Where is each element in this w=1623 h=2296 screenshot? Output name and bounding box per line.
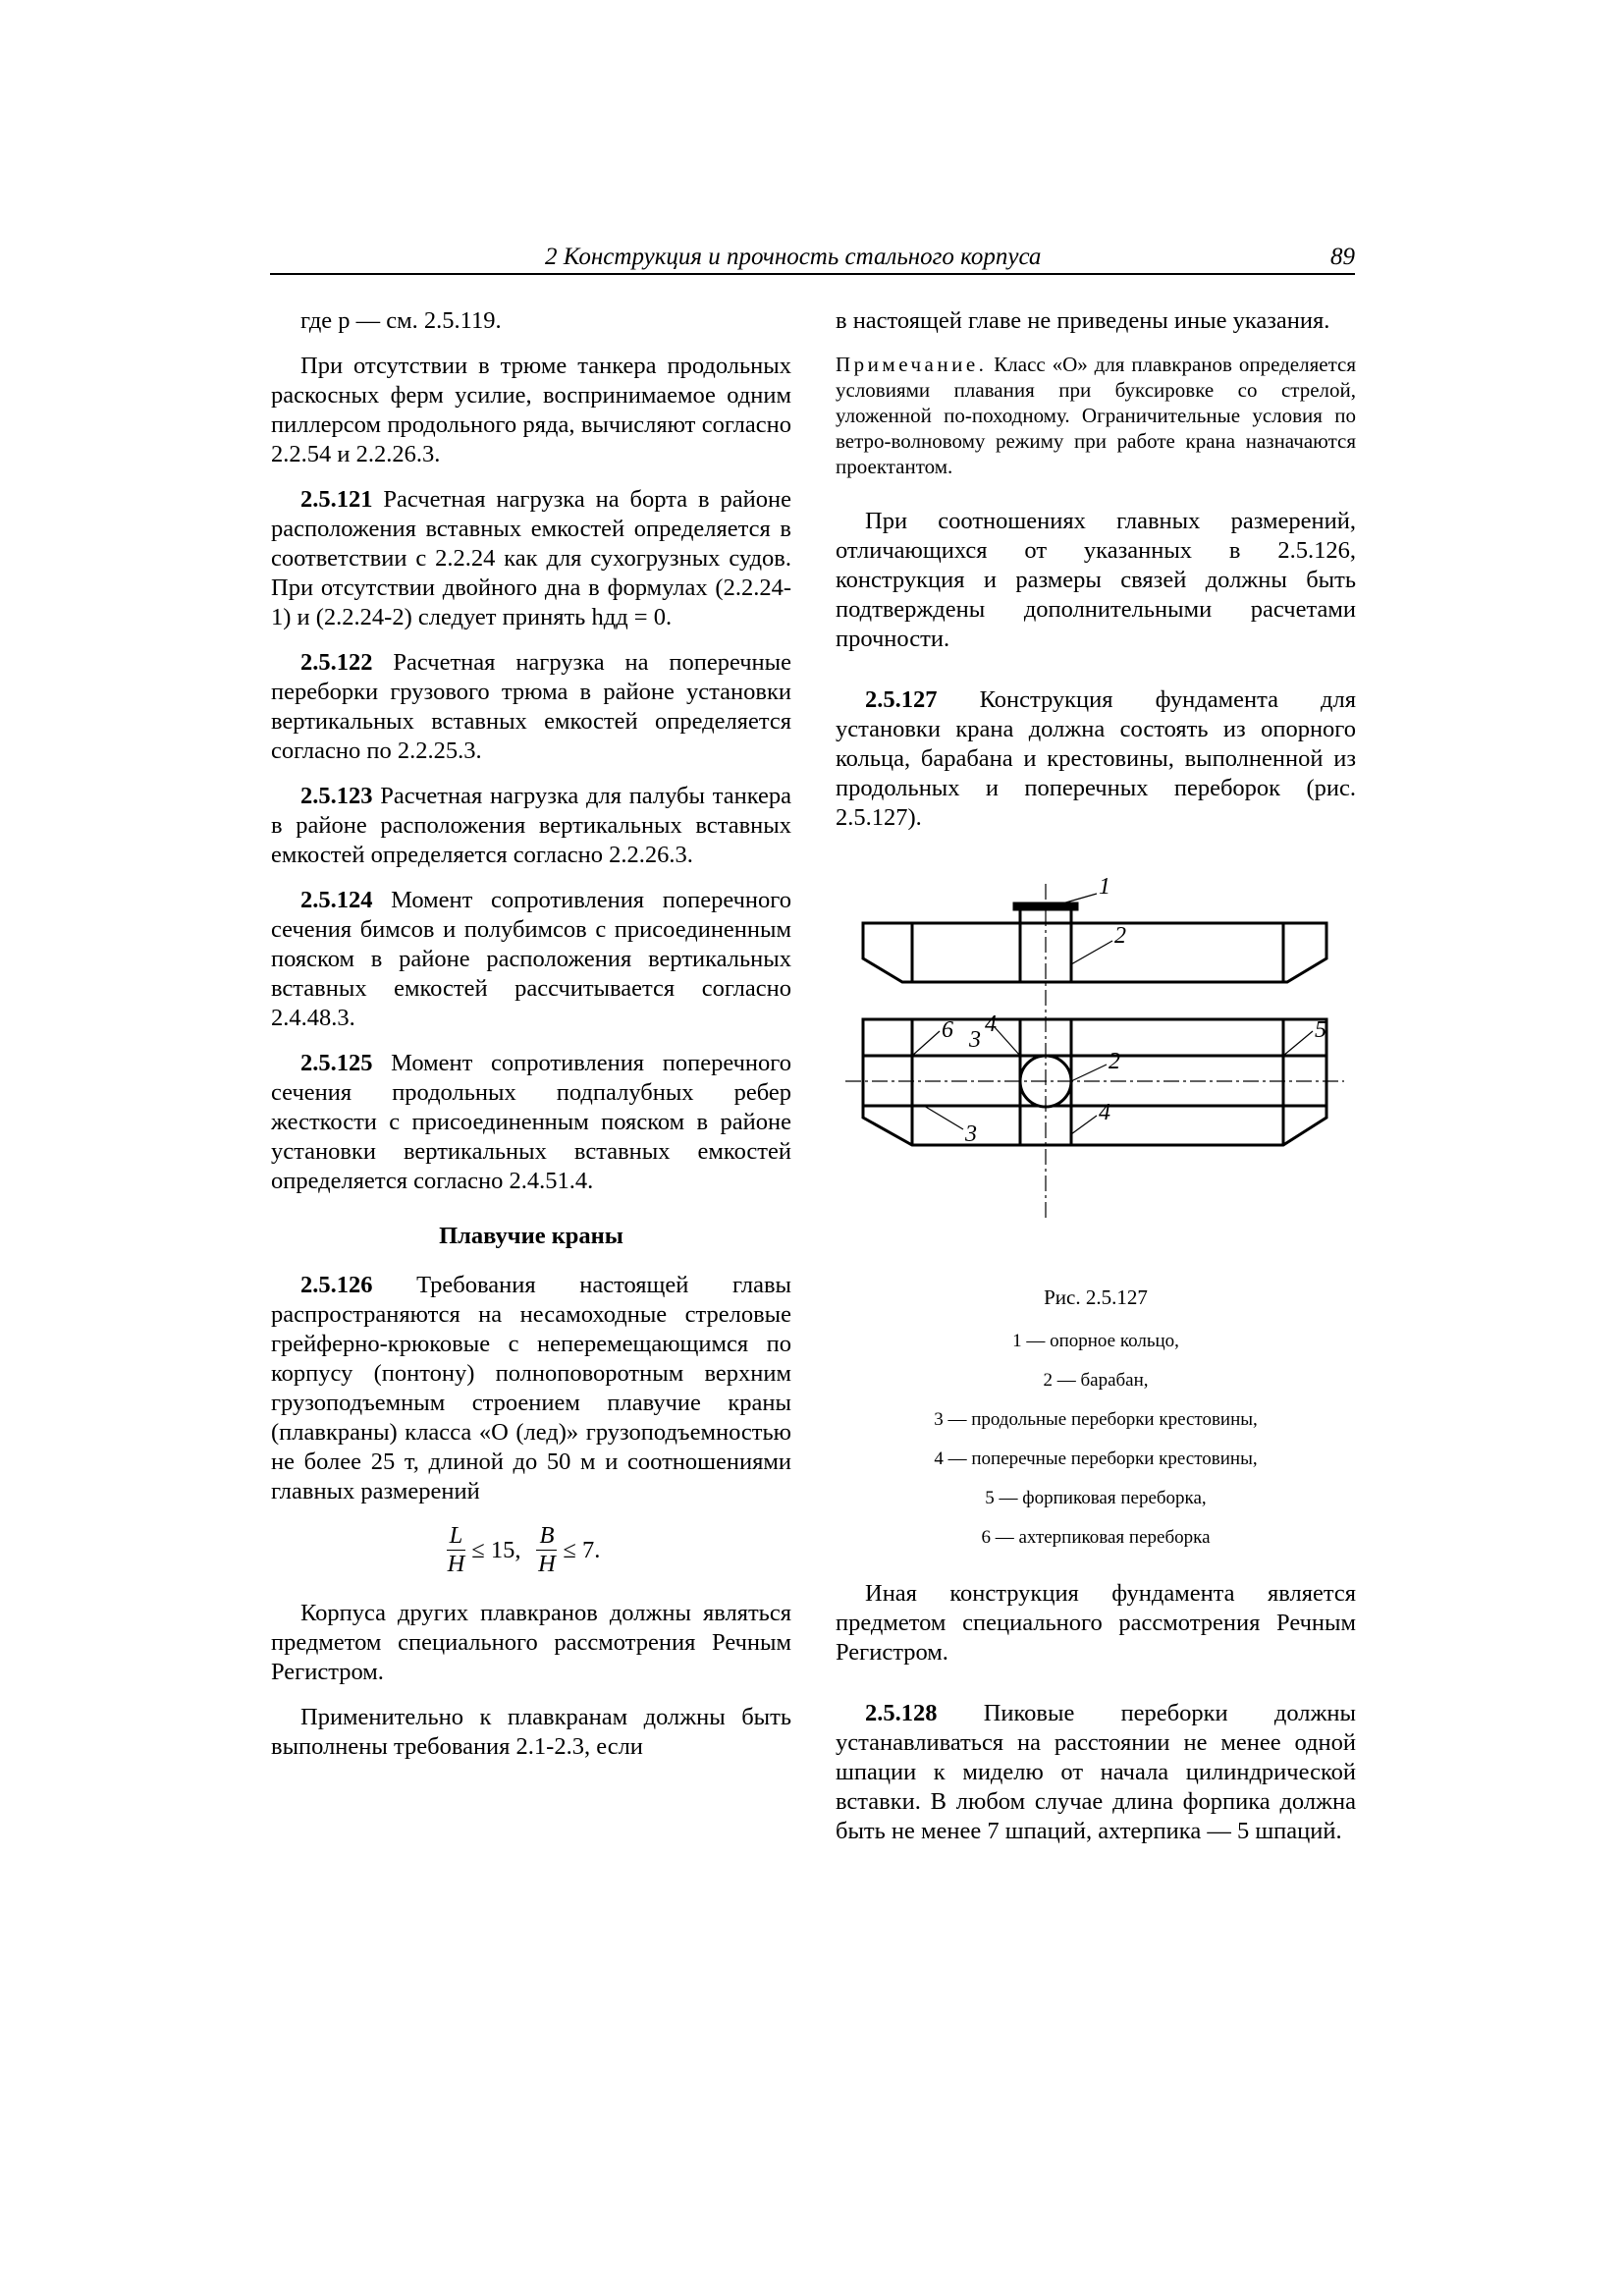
running-header (270, 238, 1355, 275)
section-number: 2.5.125 (300, 1050, 373, 1076)
legend-item: 5 — форпиковая переборка, (985, 1488, 1207, 1508)
leader-2-plan (1071, 1065, 1107, 1081)
section-number: 2.5.121 (300, 486, 373, 513)
center-lines (845, 884, 1344, 1218)
side-view (863, 903, 1326, 982)
section-number: 2.5.124 (300, 887, 373, 913)
section-2-5-123 (271, 782, 791, 870)
section-2-5-126 (271, 1271, 791, 1506)
paragraph-other-cranes: Корпуса других плавкранов должны являться предметом специального рассмотрения Речным Регистром. (271, 1600, 791, 1685)
section-text: Момент сопротивления поперечного сечения бимсов и полубимсов с присоединенным пояском в районе расположения вертикальных вставных емкостей рассчитывается согласно 2.4.48.3. (271, 887, 791, 1031)
note-label: Примечание. (836, 353, 988, 376)
leader-lines (912, 894, 1313, 1134)
fraction-b-h: $\frac{B}{H}$ (538, 1522, 556, 1577)
paragraph-applicable: Применительно к плавкранам должны быть выполнены требования 2.1-2.3, если (271, 1704, 791, 1760)
section-number: 2.5.122 (300, 649, 373, 676)
section-2-5-125 (271, 1049, 791, 1196)
section-number: 2.5.123 (300, 783, 373, 809)
section-number: 2.5.126 (300, 1272, 373, 1298)
ratio-formula (271, 1522, 791, 1587)
running-title: 2 Конструкция и прочность стального корпуса (545, 244, 1042, 270)
leader-6 (912, 1031, 940, 1056)
label-4-bottom: 4 (1099, 1100, 1110, 1125)
relation-1: ≤ 15, (471, 1536, 521, 1563)
label-3-bottom: 3 (965, 1121, 977, 1147)
paragraph-other-design: Иная конструкция фундамента является предметом специального рассмотрения Речным Регистром. (836, 1580, 1356, 1666)
label-6: 6 (942, 1017, 953, 1043)
leader-4-bottom (1071, 1116, 1097, 1134)
legend-item: 2 — барабан, (1043, 1370, 1149, 1391)
label-3-top: 3 (969, 1027, 981, 1053)
section-2-5-124 (271, 886, 791, 1033)
section-text: Расчетная нагрузка для палубы танкера в районе расположения вертикальных вставных емкостей определяется согласно 2.2.26.3. (271, 783, 791, 868)
label-2-side: 2 (1114, 923, 1126, 949)
section-number: 2.5.127 (865, 686, 938, 713)
paragraph-continuation: в настоящей главе не приведены иные указания. (836, 307, 1330, 334)
figure-caption: Рис. 2.5.127 (1044, 1285, 1148, 1309)
section-text: Расчетная нагрузка на борта в районе расположения вставных емкостей определяется в соответствии с 2.2.24 как для сухогрузных судов. При отсутствии двойного дна в формулах (2.2.24-1) и (2.2.24-2) следует принять hдд = 0. (271, 486, 791, 630)
section-2-5-121 (271, 485, 791, 632)
section-number: 2.5.128 (865, 1700, 938, 1726)
right-column (836, 306, 1356, 1862)
subsection-heading: Плавучие краны (439, 1223, 623, 1249)
label-1: 1 (1099, 874, 1110, 900)
leader-3-bottom (924, 1106, 963, 1129)
figure-2-5-127 (836, 854, 1356, 1277)
section-text: Конструкция фундамента для установки крана должна состоять из опорного кольца, барабана и крестовины, выполненной из продольных и поперечных переборок (рис. 2.5.127). (836, 686, 1356, 831)
section-text: Момент сопротивления поперечного сечения продольных подпалубных ребер жесткости с присоединенным пояском в районе установки вертикальных вставных емкостей определяется согласно 2.4.51.4. (271, 1050, 791, 1194)
legend-item: 6 — ахтерпиковая переборка (981, 1527, 1211, 1548)
label-5: 5 (1315, 1017, 1326, 1043)
section-text: Требования настоящей главы распространяются на несамоходные стреловые грейферно-крюковые с неперемещающимся по корпусу (понтону) полноповоротным верхним грузоподъемным строением плавучие краны (плавкраны) класса «О (лед)» грузоподъемностью не более 25 т, длиной до 50 м и соотношениями главных размерений (271, 1272, 791, 1504)
label-4-top: 4 (985, 1011, 997, 1037)
paragraph-ratios: При соотношениях главных размерений, отличающихся от указанных в 2.5.126, конструкция и размеры связей должны быть подтверждены дополнительными расчетами прочности. (836, 508, 1356, 652)
paragraph-pillars: При отсутствии в трюме танкера продольных раскосных ферм усилие, воспринимаемое одним пиллерсом продольного ряда, вычисляют согласно 2.2.54 и 2.2.26.3. (271, 353, 791, 467)
section-2-5-127 (836, 685, 1356, 833)
page-number: 89 (1330, 244, 1355, 270)
crane-foundation-drawing (836, 854, 1356, 1277)
note (836, 352, 1356, 479)
leader-4-top (995, 1027, 1020, 1056)
note-text: Класс «О» для плавкранов определяется условиями плавания при буксировке со стрелой, уложенной по-походному. Ограничительные условия по ветро-волновому режиму при работе крана назначаются проектантом. (836, 353, 1356, 478)
legend-item: 3 — продольные переборки крестовины, (934, 1409, 1258, 1430)
leader-5 (1283, 1031, 1313, 1056)
legend-item: 4 — поперечные переборки крестовины, (934, 1449, 1258, 1469)
fraction-l-h: $\frac{L}{H}$ (447, 1522, 465, 1577)
section-2-5-128 (836, 1699, 1356, 1846)
side-outline (863, 923, 1326, 982)
section-text: Расчетная нагрузка на поперечные переборки грузового трюма в районе установки вертикальных вставных емкостей определяется согласно по 2.2.25.3. (271, 649, 791, 764)
left-column (271, 306, 791, 1777)
section-2-5-122 (271, 648, 791, 766)
paragraph-p-ref: где p — см. 2.5.119. (300, 307, 502, 334)
legend-item: 1 — опорное кольцо, (1012, 1331, 1179, 1351)
section-text: Пиковые переборки должны устанавливаться на расстоянии не менее одной шпации к миделю от начала цилиндрической вставки. В любом случае длина форпика должна быть не менее 7 шпаций, ахтерпика — 5 шпаций. (836, 1700, 1356, 1844)
label-2-plan: 2 (1109, 1049, 1120, 1074)
relation-2: ≤ 7. (563, 1536, 601, 1563)
leader-2-side (1071, 941, 1112, 964)
